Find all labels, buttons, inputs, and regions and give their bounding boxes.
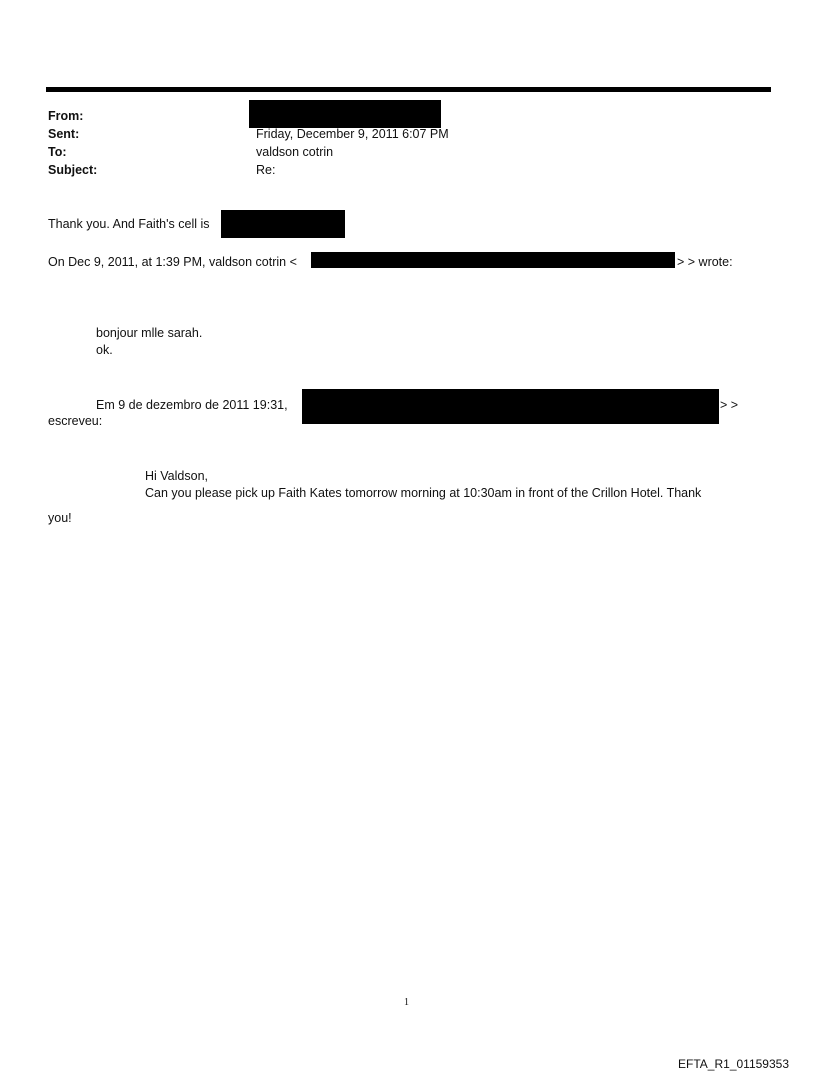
quote3-greeting: Hi Valdson, bbox=[145, 469, 208, 483]
body-line-wrote: > > wrote: bbox=[677, 255, 733, 269]
phone-redaction bbox=[221, 210, 345, 238]
quote1-greeting: bonjour mlle sarah. bbox=[96, 326, 203, 340]
page-number: 1 bbox=[404, 997, 409, 1008]
email-redaction bbox=[311, 252, 675, 268]
quote2-header: Em 9 de dezembro de 2011 19:31, bbox=[96, 398, 288, 412]
quote1-ok: ok. bbox=[96, 343, 113, 357]
body-line-faith-cell: Thank you. And Faith's cell is bbox=[48, 217, 210, 231]
quote3-request: Can you please pick up Faith Kates tomorrow morning at 10:30am in front of the Crillon Hotel. Thank bbox=[145, 486, 702, 500]
quote3-you: you! bbox=[48, 511, 72, 525]
header-divider bbox=[46, 87, 771, 92]
quote2-suffix: > > bbox=[720, 398, 739, 412]
sent-value: Friday, December 9, 2011 6:07 PM bbox=[256, 127, 449, 141]
body-line-reply-header: On Dec 9, 2011, at 1:39 PM, valdson cotrin < bbox=[48, 255, 297, 269]
sent-label: Sent: bbox=[48, 127, 80, 141]
from-redaction bbox=[249, 100, 441, 128]
to-value: valdson cotrin bbox=[256, 145, 334, 159]
subject-value: Re: bbox=[256, 163, 276, 177]
from-label: From: bbox=[48, 109, 84, 123]
to-label: To: bbox=[48, 145, 67, 159]
quote2-redaction bbox=[302, 389, 719, 424]
quote2-escreveu: escreveu: bbox=[48, 414, 103, 428]
subject-label: Subject: bbox=[48, 163, 98, 177]
document-id: EFTA_R1_01159353 bbox=[678, 1057, 789, 1071]
